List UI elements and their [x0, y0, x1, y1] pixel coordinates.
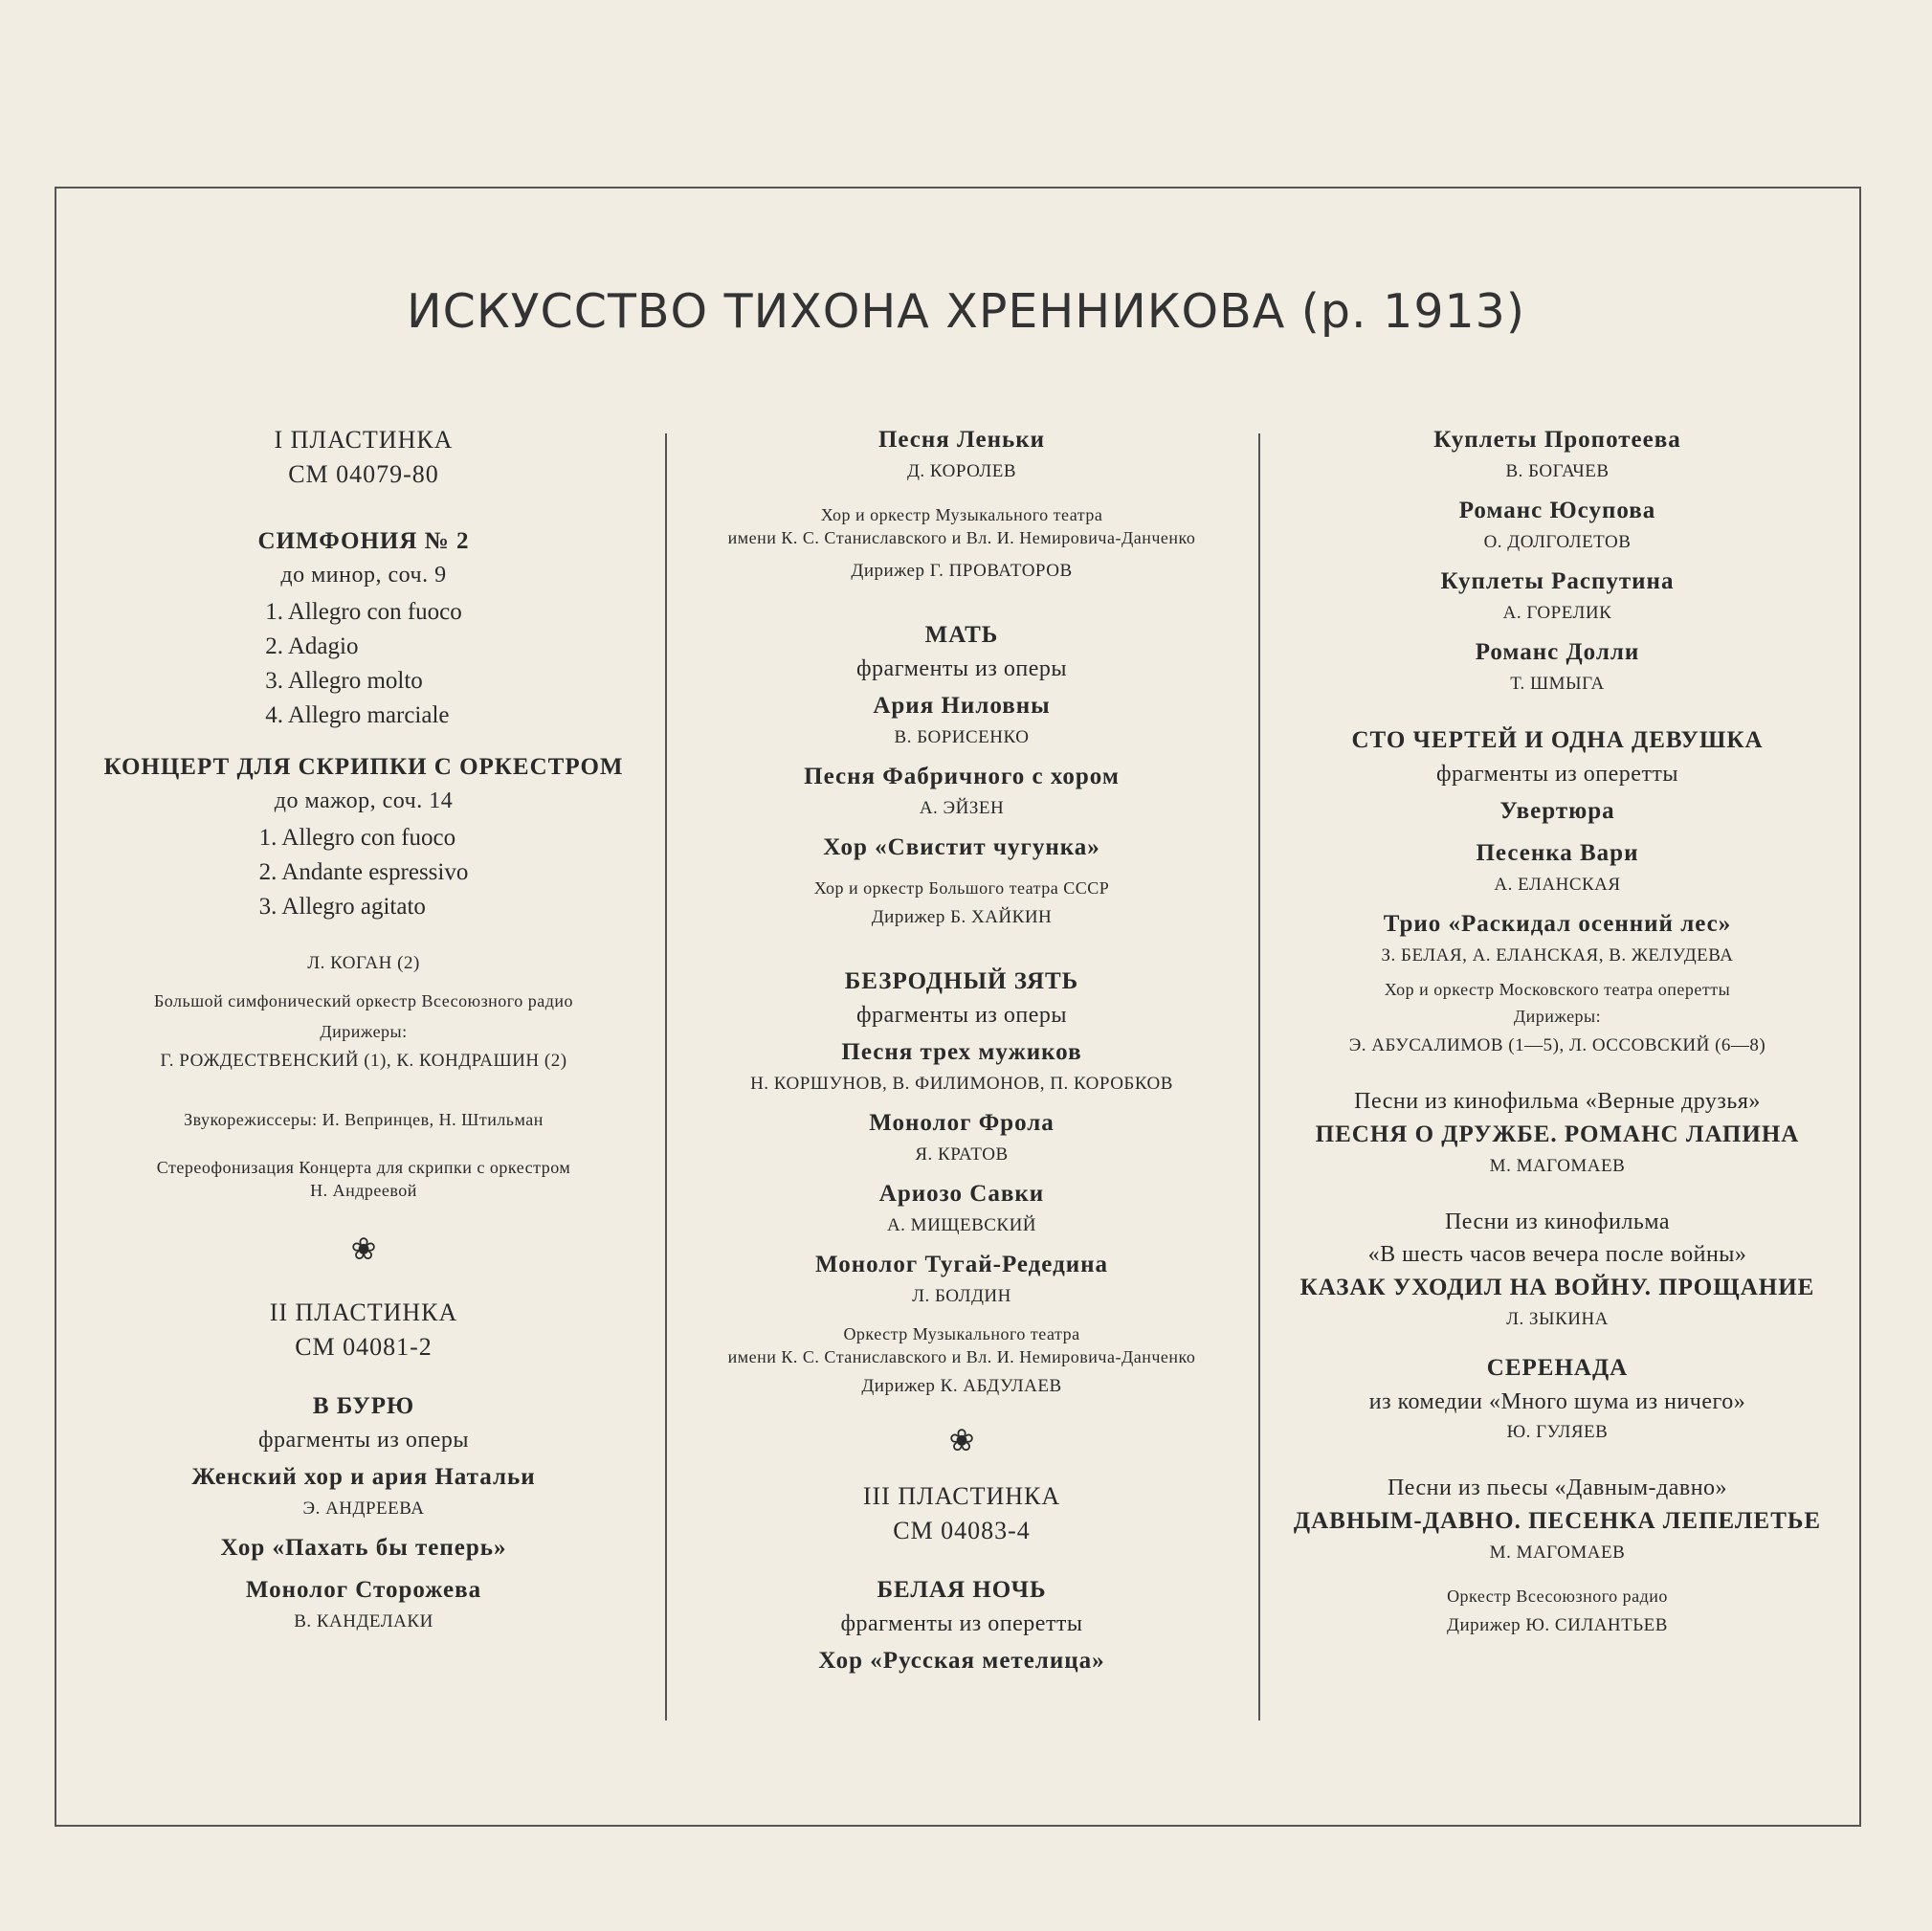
item-title: Ария Ниловны: [873, 693, 1051, 719]
work-title: БЕЗРОДНЫЙ ЗЯТЬ: [844, 968, 1079, 994]
film-intro: Песни из кинофильма «Верные друзья»: [1354, 1089, 1761, 1114]
stereo-credit: Н. Андреевой: [310, 1181, 417, 1200]
work-key: до минор, соч. 9: [280, 563, 447, 588]
work-title: В БУРЮ: [312, 1393, 415, 1419]
work-title: БЕЛАЯ НОЧЬ: [877, 1577, 1047, 1603]
film-intro: Песни из кинофильма: [1444, 1210, 1671, 1234]
performer: Ю. ГУЛЯЕВ: [1506, 1422, 1609, 1442]
performer: Д. КОРОЛЕВ: [906, 461, 1017, 481]
flower-ornament-icon: ❀: [948, 1423, 975, 1457]
conductor: Дирижер К. АБДУЛАЕВ: [861, 1376, 1062, 1396]
work-title: СТО ЧЕРТЕЙ И ОДНА ДЕВУШКА: [1351, 727, 1764, 753]
ensemble: Оркестр Всесоюзного радио: [1447, 1587, 1668, 1606]
item-title: Монолог Тугай-Редедина: [814, 1252, 1109, 1277]
column-2: [665, 423, 1258, 1678]
stereo-credit: Стереофонизация Концерта для скрипки с оркестром: [156, 1158, 571, 1177]
ensemble: имени К. С. Станиславского и Вл. И. Немировича-Данченко: [727, 528, 1196, 547]
work-title: ПЕСНЯ О ДРУЖБЕ. РОМАНС ЛАПИНА: [1315, 1121, 1800, 1147]
record-1-label: I ПЛАСТИНКА: [274, 426, 454, 454]
performer: М. МАГОМАЕВ: [1489, 1543, 1626, 1563]
work-title: СЕРЕНАДА: [1486, 1355, 1629, 1381]
play-intro: Песни из пьесы «Давным-давно»: [1387, 1476, 1728, 1500]
film-intro: «В шесть часов вечера после войны»: [1367, 1242, 1747, 1267]
performer: М. МАГОМАЕВ: [1489, 1156, 1626, 1176]
item-title: Песня трех мужиков: [841, 1039, 1082, 1065]
item-title: Куплеты Распутина: [1440, 568, 1675, 594]
movement: 4. Allegro marciale: [265, 702, 450, 728]
performer: А. ЭЙЗЕН: [919, 798, 1005, 818]
item-title: Хор «Русская метелица»: [818, 1648, 1105, 1674]
conductor: Дирижер Ю. СИЛАНТЬЕВ: [1447, 1615, 1668, 1635]
work-subtitle: фрагменты из оперы: [856, 656, 1067, 681]
work-title: КАЗАК УХОДИЛ НА ВОЙНУ. ПРОЩАНИЕ: [1299, 1275, 1815, 1300]
performer: Л. ЗЫКИНА: [1506, 1309, 1609, 1329]
conductors-label: Дирижеры:: [320, 1022, 408, 1041]
record-1-number: СМ 04079-80: [288, 460, 439, 488]
column-divider: [1258, 433, 1260, 1720]
conductor: Дирижер Г. ПРОВАТОРОВ: [851, 561, 1073, 581]
work-title: КОНЦЕРТ ДЛЯ СКРИПКИ С ОРКЕСТРОМ: [103, 754, 624, 780]
movement: 1. Allegro con fuoco: [258, 825, 456, 851]
movement: 2. Adagio: [265, 633, 359, 659]
item-title: Романс Юсупова: [1458, 498, 1656, 523]
performer: А. МИЩЕВСКИЙ: [886, 1215, 1037, 1235]
ensemble: Хор и оркестр Большого театра СССР: [813, 878, 1110, 898]
item-title: Монолог Фрола: [869, 1110, 1055, 1136]
performer: Н. КОРШУНОВ, В. ФИЛИМОНОВ, П. КОРОБКОВ: [750, 1074, 1173, 1094]
movement-list: [265, 595, 462, 733]
sound-engineers: Звукорежиссеры: И. Вепринцев, Н. Штильман: [184, 1110, 544, 1129]
performer: Л. КОГАН (2): [307, 953, 420, 973]
performer: Т. ШМЫГА: [1510, 674, 1605, 694]
movement: 3. Allegro molto: [265, 668, 423, 694]
performer: В. БОРИСЕНКО: [894, 727, 1030, 747]
column-3: [1268, 423, 1847, 1640]
ensemble: имени К. С. Станиславского и Вл. И. Немировича-Данченко: [727, 1347, 1196, 1366]
work-subtitle: из комедии «Много шума из ничего»: [1368, 1389, 1746, 1414]
performer: А. ГОРЕЛИК: [1502, 603, 1612, 623]
record-3-number: СМ 04083-4: [893, 1517, 1031, 1544]
performer: Э. АНДРЕЕВА: [302, 1498, 425, 1519]
item-title: Романс Долли: [1475, 639, 1640, 665]
conductor: Дирижер Б. ХАЙКИН: [871, 907, 1053, 927]
work-title: МАТЬ: [924, 622, 999, 648]
performer: З. БЕЛАЯ, А. ЕЛАНСКАЯ, В. ЖЕЛУДЕВА: [1381, 945, 1734, 966]
conductors-label: Дирижеры:: [1513, 1007, 1602, 1026]
item-title: Монолог Сторожева: [245, 1577, 482, 1603]
item-title: Женский хор и ария Натальи: [191, 1464, 536, 1490]
performer: Л. БОЛДИН: [912, 1286, 1011, 1306]
work-subtitle: фрагменты из оперетты: [840, 1611, 1083, 1636]
work-subtitle: фрагменты из оперы: [856, 1003, 1067, 1028]
ensemble: Оркестр Музыкального театра: [843, 1324, 1080, 1343]
ensemble: Хор и оркестр Московского театра оперетты: [1384, 980, 1731, 999]
item-title: Хор «Свистит чугунка»: [823, 834, 1100, 860]
work-key: до мажор, соч. 14: [274, 788, 454, 813]
item-title: Хор «Пахать бы теперь»: [220, 1535, 507, 1561]
item-title: Песня Леньки: [877, 427, 1046, 453]
record-2-label: II ПЛАСТИНКА: [269, 1298, 458, 1326]
work-subtitle: фрагменты из оперы: [258, 1428, 469, 1453]
item-title: Трио «Раскидал осенний лес»: [1383, 911, 1732, 937]
performer: О. ДОЛГОЛЕТОВ: [1483, 532, 1632, 552]
work-title: СИМФОНИЯ № 2: [257, 528, 470, 554]
performer: А. ЕЛАНСКАЯ: [1494, 875, 1621, 895]
conductors: Э. АБУСАЛИМОВ (1—5), Л. ОССОВСКИЙ (6—8): [1348, 1035, 1766, 1055]
item-title: Песенка Вари: [1476, 840, 1639, 866]
performer: Я. КРАТОВ: [915, 1144, 1009, 1165]
item-title: Увертюра: [1499, 798, 1615, 824]
movement: 3. Allegro agitato: [258, 894, 426, 920]
movement: 1. Allegro con fuoco: [265, 599, 462, 625]
record-2-number: СМ 04081-2: [295, 1333, 433, 1361]
item-title: Песня Фабричного с хором: [804, 764, 1120, 789]
column-1: [72, 423, 655, 1636]
movement-list: [259, 821, 469, 924]
work-title: ДАВНЫМ-ДАВНО. ПЕСЕНКА ЛЕПЕЛЕТЬЕ: [1293, 1508, 1822, 1534]
item-title: Куплеты Пропотеева: [1433, 427, 1681, 453]
flower-ornament-icon: ❀: [350, 1232, 377, 1266]
conductors: Г. РОЖДЕСТВЕНСКИЙ (1), К. КОНДРАШИН (2): [160, 1051, 567, 1071]
performer: В. КАНДЕЛАКИ: [294, 1611, 433, 1631]
record-3-label: III ПЛАСТИНКА: [862, 1482, 1061, 1510]
page-title: ИСКУССТВО ТИХОНА ХРЕННИКОВА (р. 1913): [407, 284, 1525, 339]
work-subtitle: фрагменты из оперетты: [1435, 762, 1679, 787]
orchestra: Большой симфонический оркестр Всесоюзного радио: [153, 991, 574, 1010]
movement: 2. Andante espressivo: [258, 859, 469, 885]
ensemble: Хор и оркестр Музыкального театра: [820, 505, 1103, 524]
item-title: Ариозо Савки: [878, 1181, 1045, 1207]
performer: В. БОГАЧЕВ: [1505, 461, 1610, 481]
